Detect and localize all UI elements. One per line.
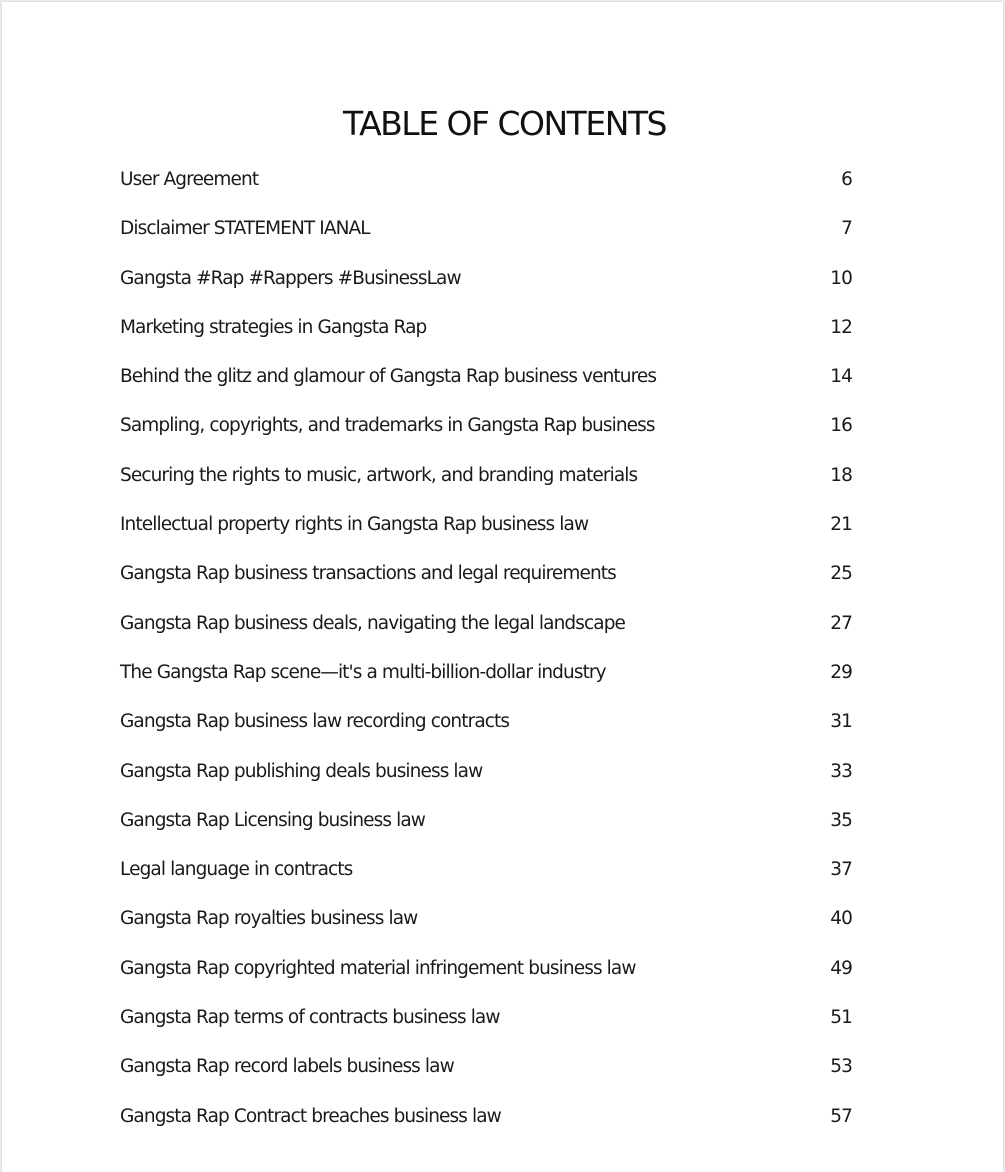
toc-entry-title: Behind the glitz and glamour of Gangsta Rap business ventures — [120, 366, 657, 388]
toc-entry-page-number: 14 — [830, 366, 852, 388]
toc-entry-page-number: 57 — [830, 1105, 852, 1127]
table-of-contents — [120, 162, 860, 1148]
toc-entry-title: Gangsta Rap publishing deals business law — [120, 760, 483, 782]
toc-entry[interactable] — [120, 458, 860, 507]
toc-entry[interactable] — [120, 655, 860, 704]
toc-entry-page-number: 12 — [830, 316, 852, 338]
toc-entry[interactable] — [120, 1049, 860, 1098]
document-page — [2, 2, 1003, 1172]
toc-entry-page-number: 51 — [830, 1007, 852, 1029]
toc-entry-page-number: 31 — [830, 711, 852, 733]
toc-entry-title: Gangsta Rap terms of contracts business law — [120, 1007, 500, 1029]
toc-entry-title: Gangsta Rap business deals, navigating the legal landscape — [120, 612, 626, 634]
toc-entry-page-number: 18 — [830, 464, 852, 486]
toc-entry[interactable] — [120, 606, 860, 655]
toc-entry-title: Gangsta Rap business law recording contracts — [120, 711, 510, 733]
toc-entry-title: Disclaimer STATEMENT IANAL — [120, 218, 370, 240]
toc-entry[interactable] — [120, 901, 860, 950]
toc-entry-title: Marketing strategies in Gangsta Rap — [120, 316, 427, 338]
toc-entry[interactable] — [120, 1099, 860, 1148]
toc-entry[interactable] — [120, 556, 860, 605]
toc-entry[interactable] — [120, 359, 860, 408]
toc-entry[interactable] — [120, 1000, 860, 1049]
toc-entry-page-number: 33 — [830, 760, 852, 782]
toc-entry-page-number: 40 — [830, 908, 852, 930]
toc-entry-page-number: 37 — [830, 859, 852, 881]
toc-entry-page-number: 53 — [830, 1056, 852, 1078]
toc-entry-title: Gangsta #Rap #Rappers #BusinessLaw — [120, 267, 461, 289]
toc-entry-title: Gangsta Rap Licensing business law — [120, 809, 426, 831]
toc-entry-page-number: 7 — [841, 218, 852, 240]
toc-entry-title: Gangsta Rap Contract breaches business law — [120, 1105, 501, 1127]
toc-entry[interactable] — [120, 261, 860, 310]
toc-entry-page-number: 6 — [841, 169, 852, 190]
toc-entry-page-number: 16 — [830, 415, 852, 437]
toc-entry-title: Sampling, copyrights, and trademarks in Gangsta Rap business — [120, 415, 655, 437]
toc-entry[interactable] — [120, 310, 860, 359]
toc-entry-title: The Gangsta Rap scene—it's a multi-billion-dollar industry — [120, 661, 606, 683]
toc-entry-title: Legal language in contracts — [120, 859, 353, 881]
toc-entry[interactable] — [120, 507, 860, 556]
toc-entry-page-number: 35 — [830, 809, 852, 831]
toc-entry-title: Gangsta Rap copyrighted material infringement business law — [120, 957, 636, 979]
toc-entry-title: Intellectual property rights in Gangsta Rap business law — [120, 514, 589, 536]
toc-entry[interactable] — [120, 408, 860, 457]
toc-entry-page-number: 25 — [830, 563, 852, 585]
toc-entry-title: Gangsta Rap business transactions and legal requirements — [120, 563, 616, 585]
toc-entry-title: Gangsta Rap record labels business law — [120, 1056, 454, 1078]
toc-entry-page-number: 49 — [830, 957, 852, 979]
toc-entry-page-number: 10 — [830, 267, 852, 289]
toc-entry[interactable] — [120, 951, 860, 1000]
toc-entry[interactable] — [120, 162, 860, 211]
page-title: TABLE OF CONTENTS — [343, 104, 666, 144]
toc-entry-title: Securing the rights to music, artwork, and branding materials — [120, 464, 638, 486]
toc-entry[interactable] — [120, 704, 860, 753]
toc-entry-title: Gangsta Rap royalties business law — [120, 908, 418, 930]
toc-entry[interactable] — [120, 211, 860, 260]
toc-entry[interactable] — [120, 852, 860, 901]
toc-entry[interactable] — [120, 803, 860, 852]
toc-entry[interactable] — [120, 754, 860, 803]
toc-entry-page-number: 29 — [830, 661, 852, 683]
toc-entry-title: User Agreement — [120, 169, 259, 190]
toc-entry-page-number: 27 — [830, 612, 852, 634]
toc-entry-page-number: 21 — [830, 514, 852, 536]
